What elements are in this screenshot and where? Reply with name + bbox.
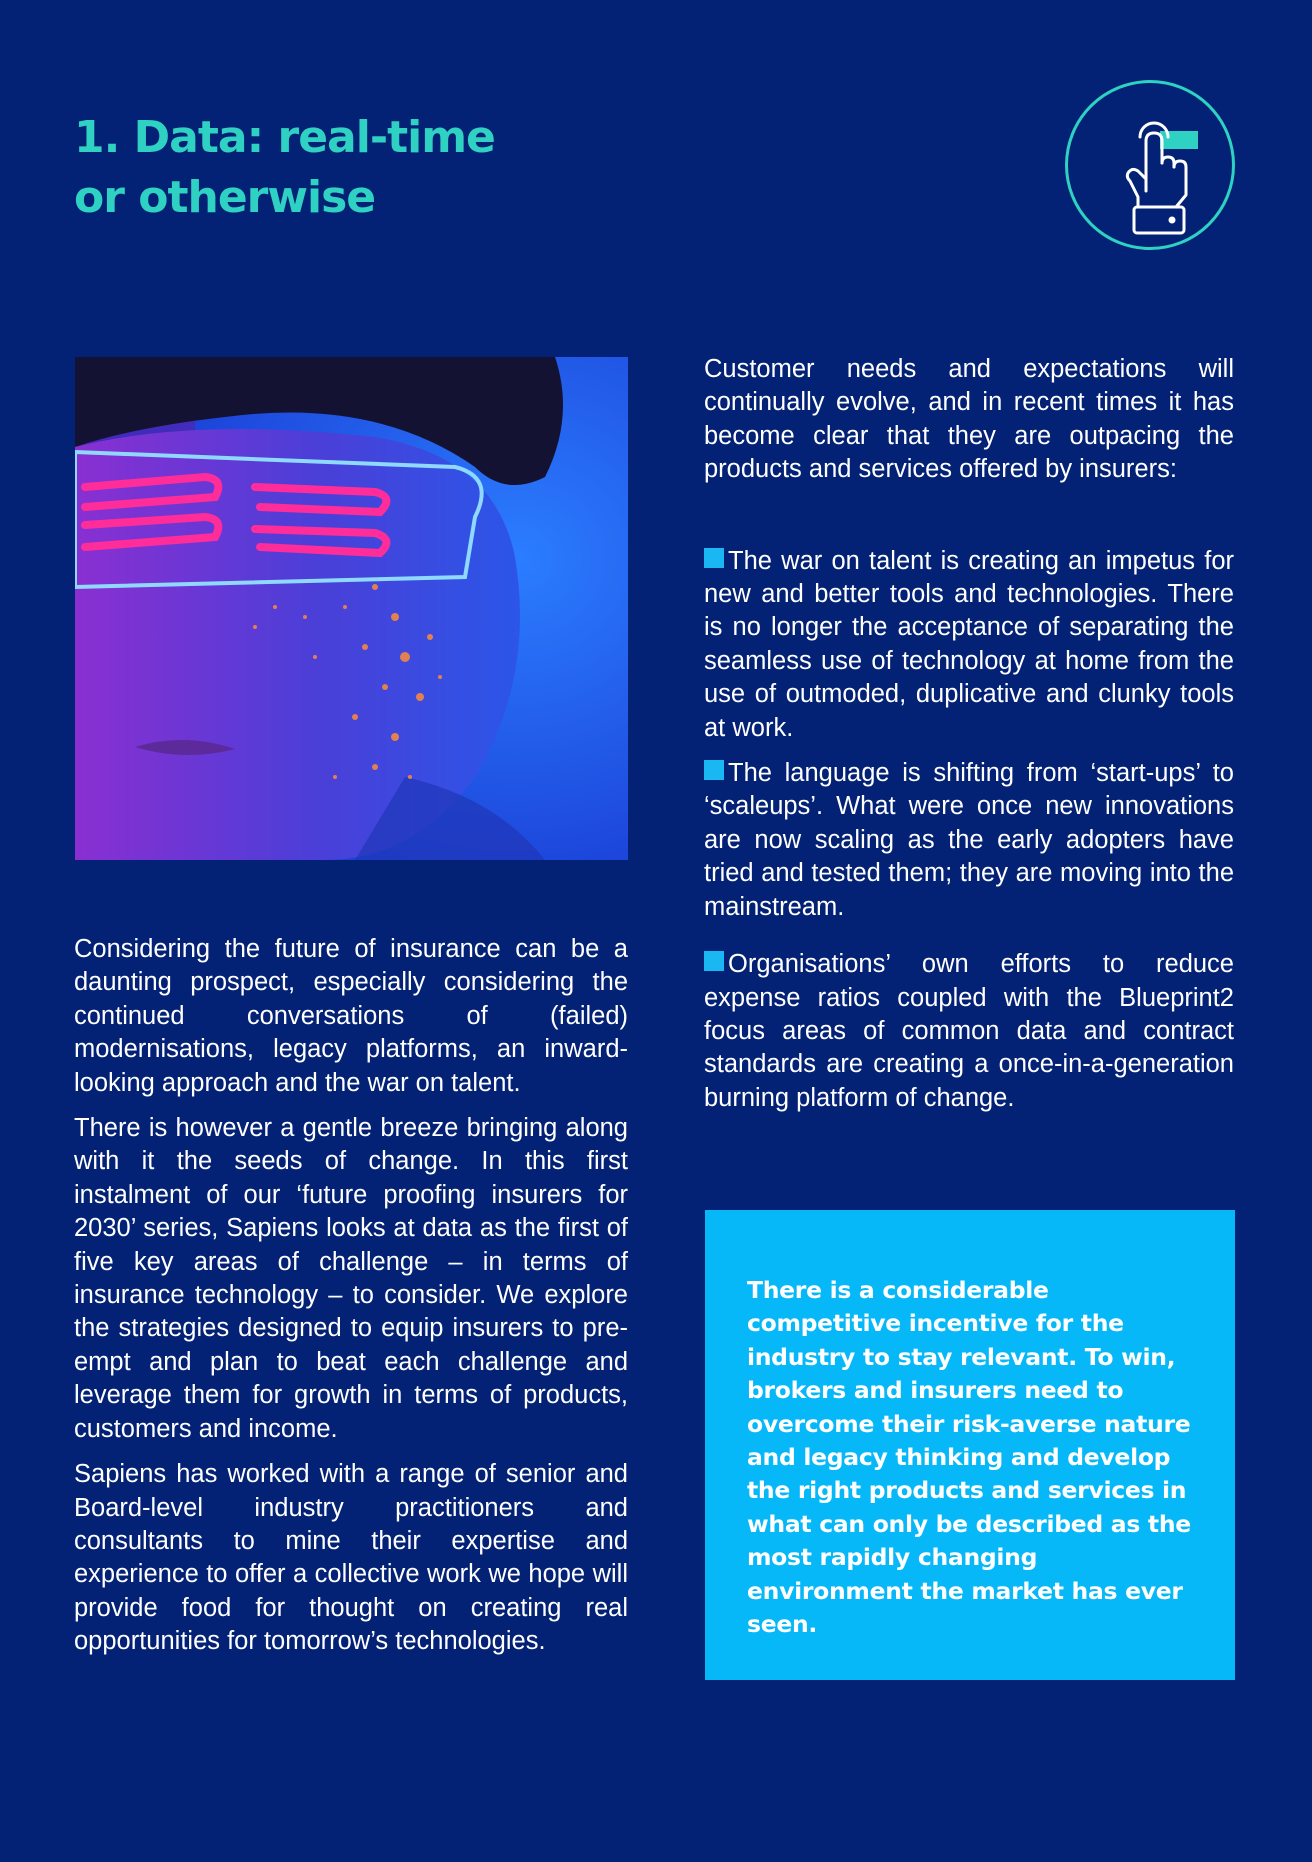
square-bullet-icon [704,548,724,568]
square-bullet-icon [704,760,724,780]
bullet-text: The war on talent is creating an impetus for new and better tools and technologies. There is no longer the acceptance of separating the seamless use of technology at home from the use of outmoded, duplicative and clunky tools at work. [704,546,1234,742]
bullet-text: The language is shifting from ‘start-ups’ to ‘scaleups’. What were once new innovations are now scaling as the early adopters have tried and tested them; they are moving into the mainstream. [704,759,1234,921]
page-title [74,108,634,228]
page-title-line-1: 1. Data: real-time [74,112,495,163]
left-column [74,933,628,1671]
pull-quote-text: There is a considerable competitive incentive for the industry to stay relevant. To win, brokers and insurers need to overcome their risk-averse nature and legacy thinking and develop the right products and services in what can only be described as the most rapidly changing environment the market has ever seen. [747,1276,1191,1639]
right-column [704,353,1234,1127]
paragraph: Considering the future of insurance can be a daunting prospect, especially considering the continued conversations of (failed) modernisations, legacy platforms, an inward-looking approach and the war on talent. [74,935,628,1097]
bullet-item [704,948,1234,1115]
pull-quote-box [705,1210,1235,1680]
paragraph: There is however a gentle breeze bringing along with it the seeds of change. In this first instalment of our ‘future proofing insurers for 2030’ series, Sapiens looks at data as the first of five key areas of challenge – in terms of insurance technology – to consider. We explore the strategies designed to equip insurers to pre-empt and plan to beat each challenge and leverage them for growth in terms of products, customers and income. [74,1114,628,1443]
hand-pointer-icon [1065,80,1235,250]
bullet-text: Organisations’ own efforts to reduce expense ratios coupled with the Blueprint2 focus areas of common data and contract standards are creating a once-in-a-generation burning platform of change. [704,950,1234,1112]
square-bullet-icon [704,951,724,971]
intro-paragraph: Customer needs and expectations will continually evolve, and in recent times it has become clear that they are outpacing the products and services offered by insurers: [704,355,1234,484]
bullet-item [704,545,1234,745]
paragraph: Sapiens has worked with a range of senior and Board-level industry practitioners and consultants to mine their expertise and experience to offer a collective work we hope will provide food for thought on creating real opportunities for tomorrow’s technologies. [74,1460,628,1656]
bullet-item [704,757,1234,924]
person-neon-glasses-photo [75,357,628,860]
page-title-line-2: or otherwise [74,172,376,223]
